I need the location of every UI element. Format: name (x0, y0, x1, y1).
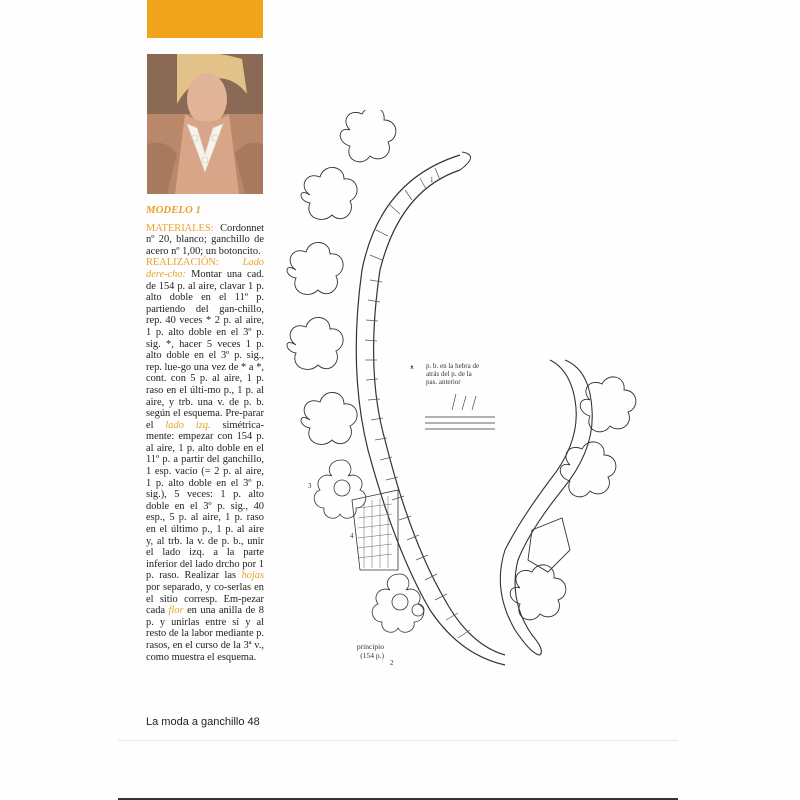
model-title: MODELO 1 (146, 204, 201, 216)
flor-label: flor (165, 605, 184, 617)
instructions-text-3: por separado, y co-serlas en el sitio corresp. Em-pezar cada (146, 582, 264, 617)
accent-color-bar (147, 0, 263, 38)
model-photo-illustration (147, 54, 263, 194)
instructions-body (146, 223, 264, 664)
instructions-text-4: en una anilla de 8 p. y unirlas entre sí y al resto de la labor mediante p. rasos, en el curso de la 3ª v., como muestra el esquema. (146, 605, 264, 663)
diagram-number-1: 1 (430, 176, 434, 184)
diagram-number-2: 2 (390, 659, 394, 667)
instructions-column (146, 205, 264, 663)
legend-line-3: pas. anterior (426, 378, 461, 386)
realizacion-label: REALIZACIÓN: (146, 257, 219, 269)
model-photo (147, 54, 263, 194)
legend-symbol: ᴥ (410, 363, 414, 371)
crochet-collar-diagram (270, 110, 690, 680)
diagram-number-4: 4 (350, 532, 354, 540)
lado-izq-label: lado izq. (153, 419, 211, 431)
principio-count: (154 p.) (360, 651, 384, 660)
instructions-text-1: Montar una cad. de 154 p. al aire, clavar 1 p. alto doble en el 11º p. partiendo del gan-chillo, rep. 40 veces * 2 p. al aire, 1 p. alto doble en el 3º p. sig. *, hacer 5 veces 1 p. alto doble en el 3º p. sig., rep. lue-go una vez de * a *, cont. con 5 p. al aire, 1 p. raso en el últi-mo p., 1 p. al aire, y trb. una v. de p. b. según el esquema. Pre-parar el (146, 268, 264, 431)
hojas-label: hojas (236, 570, 264, 582)
materials-label: MATERIALES: (146, 222, 214, 234)
instructions-text-2: simétrica-mente: empezar con 154 p. al aire, 1 p. alto doble en el 11º p. a partir del ganchillo, 1 esp. vacío (= 2 p. al aire, 1 p. alto doble en el 3º p. sig.), 5 veces: 1 p. alto doble en el 3º p. sig., 40 esp., 5 p. al aire, 1 p. raso en el último p., 1 p. al aire y, al trb. la v. de p. b., unir el lado izq. a la parte inferior del lado drcho por 1 p. raso. Realizar las (146, 419, 264, 582)
materials-text: Cordonnet nº 20, blanco; ganchillo de acero nº 1,00; un botoncito. (146, 222, 264, 257)
legend-line-1: p. b. en la hebra de (426, 362, 480, 370)
lado-derecho-label: Lado dere-cho: (146, 257, 264, 280)
legend-line-2: atrás del p. de la (426, 370, 472, 378)
page-footer: La moda a ganchillo 48 (146, 716, 260, 728)
principio-label: principio (356, 642, 384, 651)
diagram-number-3: 3 (308, 482, 312, 490)
footer-divider (118, 740, 678, 741)
diagram-start-label (320, 642, 384, 660)
